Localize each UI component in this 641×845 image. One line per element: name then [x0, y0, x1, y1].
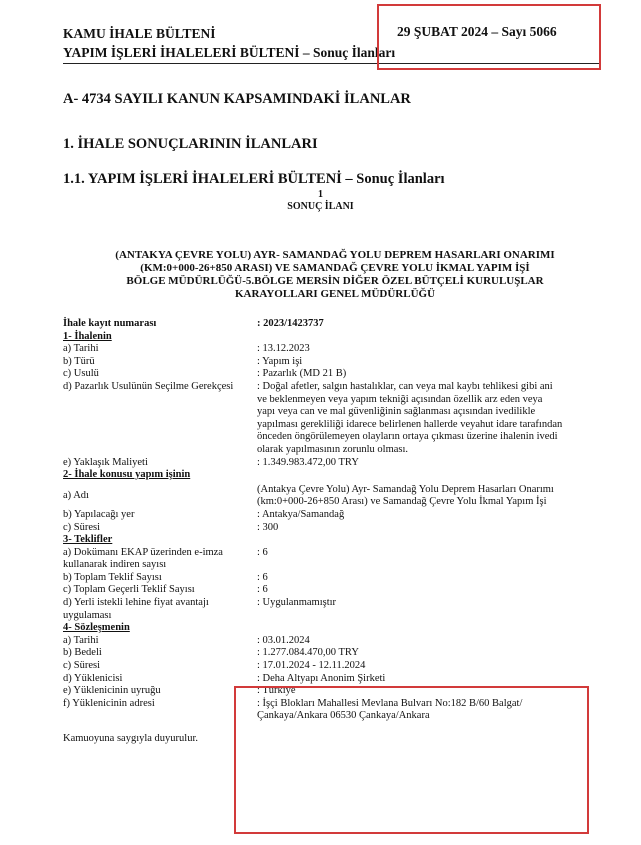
- detail-label: f) Yüklenicinin adresi: [63, 697, 155, 709]
- section-head-label: 1- İhalenin: [63, 330, 112, 342]
- section-head-ihale: [63, 331, 563, 344]
- detail-value: : Doğal afetler, salgın hastalıklar, can veya mal kaybı tehlikesi gibi ani ve beklenmeyen veya yapım tekniği açısından özellik arz eden veya yapı veya can ve mal güvenliğinin sağlanması açısından ivedilikle yapılması gerekliliği idarece belirlenen hallerde veyahut idare tarafından önceden öngörülemeyen olayların ortaya çıkması üzerine ihalenin ivedi olarak yapılmasının zorunlu olması.: [257, 380, 563, 455]
- detail-value: : 1.349.983.472,00 TRY: [257, 456, 359, 468]
- detail-row: [63, 356, 563, 369]
- section-head-konu: [63, 469, 563, 482]
- section-head-sozlesme: [63, 622, 563, 635]
- section-a-heading: A- 4734 SAYILI KANUN KAPSAMINDAKİ İLANLAR: [63, 91, 411, 107]
- closing-text: Kamuoyuna saygıyla duyurulur.: [63, 733, 199, 744]
- header-line2: YAPIM İŞLERİ İHALELERİ BÜLTENİ – Sonuç İlanları: [63, 45, 396, 60]
- section-head-label: 2- İhale konusu yapım işinin: [63, 469, 191, 481]
- bulletin-header: [63, 24, 395, 62]
- detail-value: : 6: [257, 546, 268, 558]
- detail-value: (Antakya Çevre Yolu) Ayr- Samandağ Yolu Deprem Hasarları Onarımı (km:0+000-26+850 Arası) ve Samandağ Çevre Yolu İkmal Yapım İşi: [257, 483, 554, 508]
- section-head-label: 3- Teklifler: [63, 534, 113, 546]
- detail-row: [63, 522, 563, 535]
- notice-title: [70, 249, 600, 301]
- detail-value: : 03.01.2024: [257, 634, 310, 646]
- detail-row: [63, 547, 563, 572]
- detail-label: b) Yapılacağı yer: [63, 508, 135, 520]
- detail-label: b) Bedeli: [63, 647, 102, 659]
- detail-value: : Pazarlık (MD 21 B): [257, 368, 347, 380]
- detail-label: c) Toplam Geçerli Teklif Sayısı: [63, 584, 195, 596]
- detail-label: e) Yüklenicinin uyruğu: [63, 685, 161, 697]
- notice-title-line: (ANTAKYA ÇEVRE YOLU) AYR- SAMANDAĞ YOLU DEPREM HASARLARI ONARIMI: [115, 249, 555, 261]
- detail-value: : İşçi Blokları Mahallesi Mevlana Bulvarı No:182 B/60 Balgat/ Çankaya/Ankara 06530 Çankaya/Ankara: [257, 697, 523, 722]
- detail-row: [63, 584, 563, 597]
- detail-label: c) Süresi: [63, 521, 101, 533]
- detail-label: a) Tarihi: [63, 343, 99, 355]
- detail-row-kayit: [63, 318, 563, 331]
- detail-value: : 2023/1423737: [257, 318, 324, 329]
- highlight-box-contract: [234, 686, 589, 834]
- detail-row: [63, 381, 563, 457]
- detail-value: : 6: [257, 584, 268, 596]
- detail-row: [63, 343, 563, 356]
- notice-title-line: BÖLGE MÜDÜRLÜĞÜ-5.BÖLGE MERSİN DİĞER ÖZEL BÜTÇELİ KURULUŞLAR: [126, 275, 544, 287]
- detail-label: c) Süresi: [63, 660, 101, 672]
- detail-value: : Türkiye: [257, 685, 296, 697]
- notice-number: 1: [318, 189, 323, 200]
- section-1-1-heading: 1.1. YAPIM İŞLERİ İHALELERİ BÜLTENİ – Sonuç İlanları: [63, 171, 445, 187]
- detail-value: : Uygulanmamıştır: [257, 597, 337, 609]
- detail-row: [63, 635, 563, 648]
- notice-label: SONUÇ İLANI: [287, 201, 354, 212]
- detail-value: : 13.12.2023: [257, 343, 310, 355]
- detail-value: : 300: [257, 521, 279, 533]
- detail-label: a) Adı: [63, 490, 89, 502]
- detail-row: [63, 509, 563, 522]
- detail-label: b) Türü: [63, 355, 95, 367]
- detail-row: [63, 660, 563, 673]
- detail-row: [63, 647, 563, 660]
- detail-label: c) Usulü: [63, 368, 99, 380]
- detail-value: : Antakya/Samandağ: [257, 508, 345, 520]
- notice-title-line: KARAYOLLARI GENEL MÜDÜRLÜĞÜ: [234, 288, 436, 300]
- section-head-teklif: [63, 534, 563, 547]
- detail-value: : 17.01.2024 - 12.11.2024: [257, 660, 366, 672]
- detail-row: [63, 673, 563, 686]
- detail-row: [63, 482, 563, 509]
- detail-label: a) Tarihi: [63, 634, 99, 646]
- highlight-box-date: [377, 4, 601, 70]
- detail-label: d) Pazarlık Usulünün Seçilme Gerekçesi: [63, 380, 234, 392]
- detail-value: : 1.277.084.470,00 TRY: [257, 647, 359, 659]
- detail-label: d) Yerli istekli lehine fiyat avantajı uygulaması: [63, 597, 209, 621]
- detail-label: d) Yüklenicisi: [63, 672, 123, 684]
- detail-label: İhale kayıt numarası: [63, 318, 157, 329]
- detail-value: : Yapım işi: [257, 355, 303, 367]
- detail-label: b) Toplam Teklif Sayısı: [63, 571, 162, 583]
- header-line1: KAMU İHALE BÜLTENİ: [63, 26, 216, 41]
- section-1-heading: 1. İHALE SONUÇLARININ İLANLARI: [63, 136, 318, 152]
- tender-details-table: [63, 318, 563, 746]
- detail-label: e) Yaklaşık Maliyeti: [63, 456, 148, 468]
- notice-title-line: (KM:0+000-26+850 ARASI) VE SAMANDAĞ ÇEVRE YOLU İKMAL YAPIM İŞİ: [140, 262, 530, 274]
- detail-label: a) Dokümanı EKAP üzerinden e-imza kullanarak indiren sayısı: [63, 546, 223, 571]
- detail-row: [63, 572, 563, 585]
- detail-row: [63, 597, 563, 622]
- section-head-label: 4- Sözleşmenin: [63, 622, 130, 634]
- detail-row: [63, 457, 563, 470]
- issue-date: 29 ŞUBAT 2024 – Sayı 5066: [397, 24, 557, 39]
- detail-value: : 6: [257, 571, 268, 583]
- detail-value: : Deha Altyapı Anonim Şirketi: [257, 672, 386, 684]
- detail-row: [63, 368, 563, 381]
